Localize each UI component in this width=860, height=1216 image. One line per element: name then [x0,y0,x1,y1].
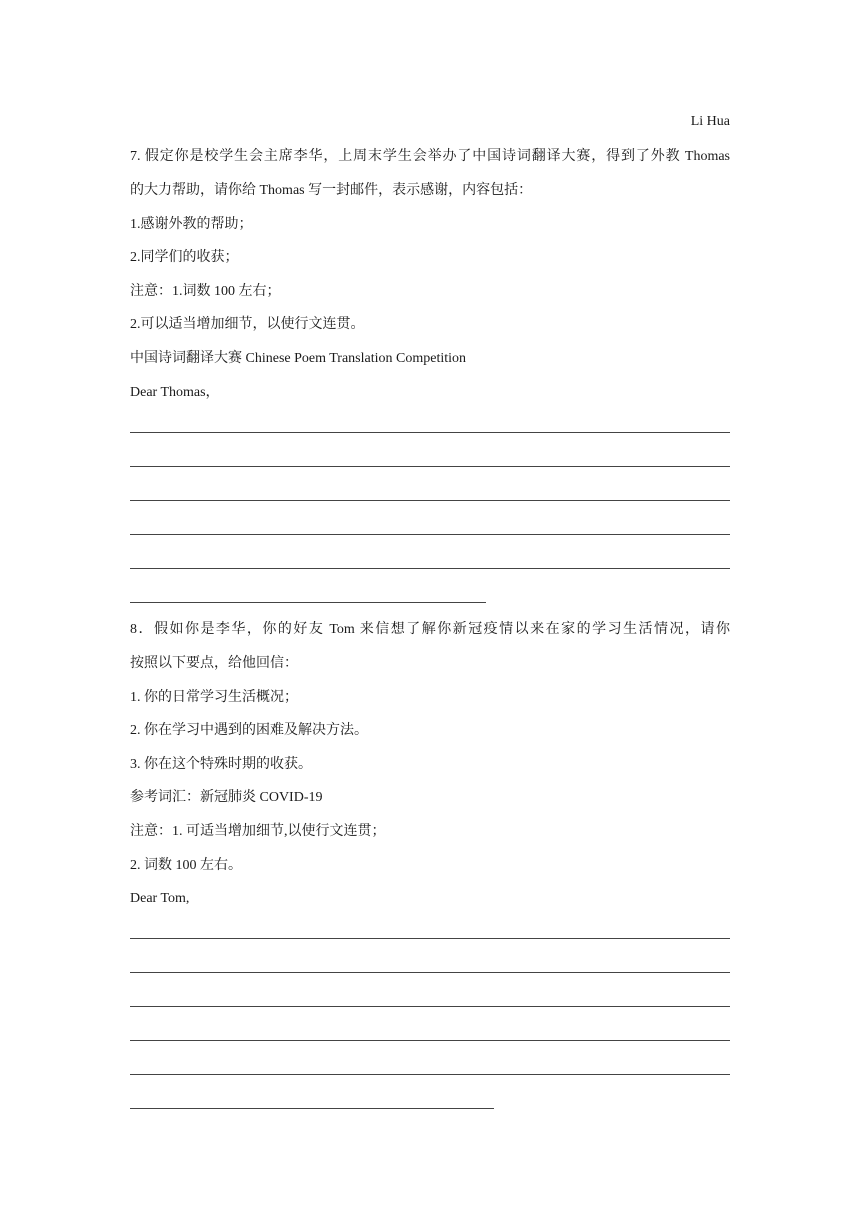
q8-note-1: 注意：1. 可适当增加细节,以使行文连贯； [130,824,386,839]
q8-answer-line-short [130,1108,494,1109]
q8-salutation: Dear Tom, [130,891,190,906]
q8-answer-line [130,972,730,973]
q8-prompt-line-2: 按照以下要点，给他回信： [130,656,298,671]
q7-answer-line [130,466,730,467]
q8-answer-line [130,1040,730,1041]
q8-point-2: 2. 你在学习中遇到的困难及解决方法。 [130,723,368,738]
signature: Li Hua [690,114,730,129]
q7-point-1: 1.感谢外教的帮助； [130,217,253,232]
q7-answer-line-short [130,602,486,603]
q8-point-1: 1. 你的日常学习生活概况； [130,690,298,705]
q8-answer-line [130,938,730,939]
q7-answer-line [130,432,730,433]
q8-point-3: 3. 你在这个特殊时期的收获。 [130,757,312,772]
q7-note-1: 注意：1.词数 100 左右； [130,284,281,299]
q7-answer-line [130,500,730,501]
q8-vocabulary: 参考词汇：新冠肺炎 COVID-19 [130,790,323,805]
q7-prompt-line-1: 7. 假定你是校学生会主席李华，上周末学生会举办了中国诗词翻译大赛，得到了外教 Thomas [130,149,730,164]
q7-answer-line [130,534,730,535]
q8-answer-line [130,1006,730,1007]
q7-prompt-line-2: 的大力帮助，请你给 Thomas 写一封邮件，表示感谢，内容包括： [130,183,533,198]
q8-answer-line [130,1074,730,1075]
q8-prompt-line-1: 8．假如你是李华，你的好友 Tom 来信想了解你新冠疫情以来在家的学习生活情况，请你 [130,622,730,637]
q7-point-2: 2.同学们的收获； [130,250,239,265]
q7-answer-line [130,568,730,569]
q7-note-2: 2.可以适当增加细节，以使行文连贯。 [130,317,365,332]
q7-salutation: Dear Thomas， [130,385,220,400]
q8-note-2: 2. 词数 100 左右。 [130,858,242,873]
q7-vocabulary: 中国诗词翻译大赛 Chinese Poem Translation Competition [130,351,467,366]
